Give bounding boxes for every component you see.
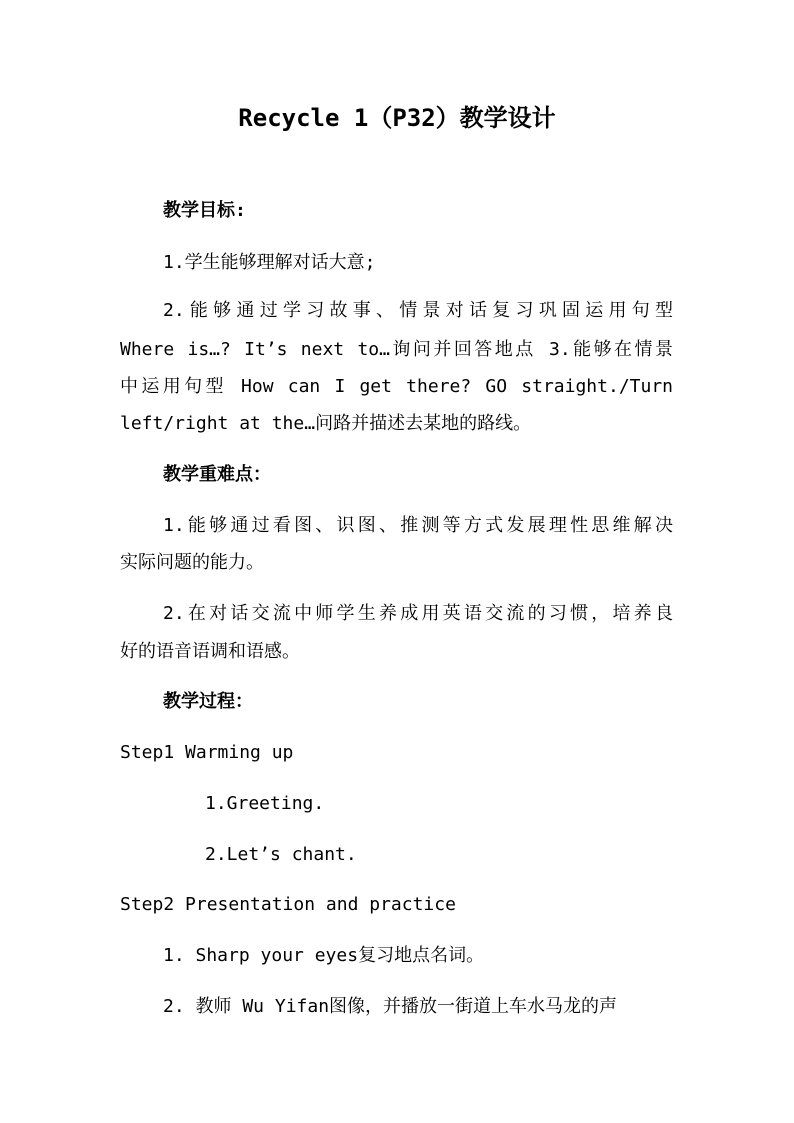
step1-title: Step1 Warming up: [120, 742, 294, 763]
step1-item-1: 1.Greeting.: [205, 793, 325, 814]
document-title: Recycle 1（P32）教学设计: [238, 104, 556, 132]
objective-item-1: 1.学生能够理解对话大意;: [163, 252, 376, 273]
objectives-heading: 教学目标:: [163, 200, 246, 221]
key-point-2-line-1: 2.在对话交流中师学生养成用英语交流的习惯，培养良: [163, 603, 673, 624]
step2-title: Step2 Presentation and practice: [120, 894, 456, 915]
step2-item-1: 1. Sharp your eyes复习地点名词。: [163, 945, 485, 966]
key-points-heading: 教学重难点：: [163, 464, 271, 485]
process-heading: 教学过程：: [163, 691, 253, 712]
objective-item-2-line-3: 中运用句型 How can I get there? GO straight./Turn: [120, 376, 673, 397]
step1-item-2: 2.Let’s chant.: [205, 844, 357, 865]
step2-item-2: 2. 教师 Wu Yifan图像，并播放一街道上车水马龙的声: [163, 996, 618, 1017]
key-point-1-line-2: 实际问题的能力。: [120, 552, 264, 573]
objective-item-2-line-1: 2.能够通过学习故事、情景对话复习巩固运用句型: [163, 300, 673, 321]
objective-item-2-line-2: Where is…? It’s next to…询问并回答地点 3.能够在情景: [120, 339, 673, 360]
key-point-1-line-1: 1.能够通过看图、识图、推测等方式发展理性思维解决: [163, 515, 673, 536]
objective-item-2-line-4: left/right at the…问路并描述去某地的路线。: [120, 413, 532, 434]
key-point-2-line-2: 好的语音语调和语感。: [120, 641, 300, 662]
